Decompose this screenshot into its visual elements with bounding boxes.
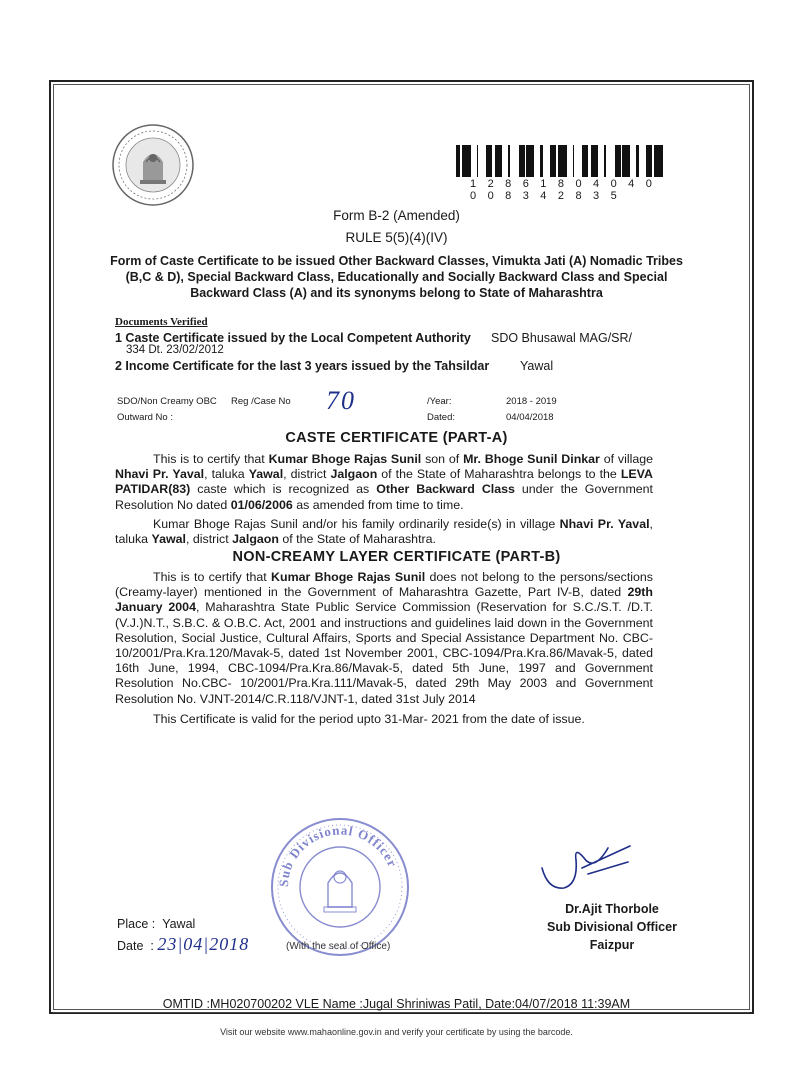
- barcode-bar: [615, 145, 616, 177]
- barcode-bar: [592, 145, 594, 177]
- stamp-text: Sub Divisional Officer: [275, 822, 401, 888]
- barcode-bar: [459, 145, 460, 177]
- barcode-bar: [562, 145, 564, 177]
- document-item-2-label: 2 Income Certificate for the last 3 years issued by the Tahsildar: [115, 359, 490, 373]
- barcode-bar: [594, 145, 597, 177]
- barcode-bar: [540, 145, 543, 177]
- barcode-bar: [522, 145, 525, 177]
- barcode-bar: [468, 145, 471, 177]
- barcode-bar: [477, 145, 478, 177]
- document-item-1-value: SDO Bhusawal MAG/SR/: [491, 331, 633, 345]
- part-b-heading: NON-CREAMY LAYER CERTIFICATE (PART-B): [232, 549, 561, 565]
- barcode-bar: [496, 145, 498, 177]
- part-a-paragraph-1: This is to certify that Kumar Bhoge Rajas Sunil son of Mr. Bhoge Sunil Dinkar of village Nhavi Pr. Yaval, taluka Yawal, district Jalgaon of the State of Maharashtra belongs to the LEVA PATIDAR(83) caste which is recognized as Other Backward Class under the Government Resolution No dated 01/06/2006 as amended from time to time.: [115, 452, 654, 512]
- barcode-bar: [490, 145, 492, 177]
- part-a-heading: CASTE CERTIFICATE (PART-A): [285, 430, 508, 446]
- barcode-bar: [489, 145, 490, 177]
- barcode-bar: [648, 145, 651, 177]
- document-item-2: [115, 359, 489, 373]
- signature: [538, 838, 634, 896]
- barcode: [456, 145, 664, 177]
- barcode-bar: [528, 145, 531, 177]
- form-title: Form B-2 (Amended): [333, 208, 460, 223]
- barcode-bar: [622, 145, 624, 177]
- document-item-1-label: 1 Caste Certificate issued by the Local Competent Authority: [115, 331, 471, 345]
- barcode-bar: [657, 145, 658, 177]
- barcode-bar: [555, 145, 556, 177]
- barcode-bar: [465, 145, 466, 177]
- year-value: 2018 - 2019: [506, 396, 557, 407]
- barcode-bar: [658, 145, 660, 177]
- reg-case-label: Reg /Case No: [231, 396, 291, 407]
- office-stamp-icon: [268, 815, 413, 960]
- barcode-bar: [654, 145, 657, 177]
- barcode-bar: [636, 145, 639, 177]
- place-row: Place : Yawal: [117, 917, 196, 931]
- barcode-bar: [501, 145, 502, 177]
- dated-label: Dated:: [427, 412, 455, 423]
- form-description: Form of Caste Certificate to be issued Other Backward Classes, Vimukta Jati (A) Nomadic Tribes (B,C & D), Special Backward Class, Educationally and Socially Backward Class and Special Backward Class (A) and its synonyms belong to State of Maharashtra: [110, 254, 683, 300]
- date-row: Date : 23|04|2018: [117, 934, 250, 954]
- signatory-place: Faizpur: [589, 938, 635, 952]
- maharashtra-emblem-icon: [110, 122, 196, 208]
- seal-note: (With the seal of Office): [286, 941, 391, 952]
- barcode-bar: [604, 145, 606, 177]
- barcode-bar: [624, 145, 627, 177]
- barcode-bar: [520, 145, 522, 177]
- barcode-bar: [618, 145, 621, 177]
- barcode-bar: [651, 145, 652, 177]
- signatory-title: Sub Divisional Officer: [547, 920, 677, 934]
- barcode-bar: [519, 145, 520, 177]
- barcode-bar: [616, 145, 618, 177]
- barcode-bar: [462, 145, 465, 177]
- part-a-paragraph-2: Kumar Bhoge Rajas Sunil and/or his family ordinarily reside(s) in village Nhavi Pr. Yaval, taluka Yawal, district Jalgaon of the State of Maharashtra.: [115, 517, 653, 547]
- barcode-bar: [582, 145, 585, 177]
- barcode-bar: [564, 145, 567, 177]
- signatory-name: Dr.Ajit Thorbole: [565, 902, 659, 916]
- place-value: Yawal: [162, 917, 196, 931]
- reg-case-number: 70: [326, 386, 356, 415]
- barcode-bar: [466, 145, 468, 177]
- document-item-2-value: Yawal: [520, 359, 554, 373]
- form-rule: RULE 5(5)(4)(IV): [345, 230, 448, 245]
- barcode-bar: [552, 145, 555, 177]
- documents-heading: Documents Verified: [115, 316, 208, 328]
- barcode-bar: [628, 145, 630, 177]
- validity-statement: This Certificate is valid for the period upto 31-Mar- 2021 from the date of issue.: [153, 712, 585, 726]
- part-b-paragraph-1: This is to certify that Kumar Bhoge Rajas Sunil does not belong to the persons/sections (Creamy-layer) mentioned in the Government of Maharashtra Gazette, Part IV-B, dated 29th January 2004, Maharashtra State Public Service Commission (Reservation for S.C./S.T. /D.T.(V.J.)N.T., S.B.C. & O.B.C. Act, 2001 and instructions and guidelines laid down in the Government Resolution, Social Justice, Cultural Affairs, Sports and Special Assistance Department No. CBC-10/2001/Pra.Kra.120/Mavak-5, dated 1st November 2001, CBC-1094/Pra.Kra.86/Mavak-5, dated 16th June, 1994, CBC-1094/Pra.Kra.86/Mavak-5, dated 5th June, 1997 and Government Resolution No.CBC- 10/2001/Pra.Kra.111/Mavak-5, dated 29th May 2003 and Government Resolution No. VJNT-2014/C.R.118/VJNT-1, dated 31st July 2014: [115, 570, 654, 706]
- barcode-bar: [646, 145, 648, 177]
- barcode-number: 1 2 8 6 1 8 0 4 0 4 0 0 0 8 3 4 2 8 3 5: [470, 178, 657, 202]
- barcode-bar: [486, 145, 489, 177]
- year-label: /Year:: [427, 396, 452, 407]
- omtid-line: OMTID :MH020700202 VLE Name :Jugal Shriniwas Patil, Date:04/07/2018 11:39AM: [162, 997, 631, 1011]
- sdo-label: SDO/Non Creamy OBC: [117, 396, 217, 407]
- svg-text:Sub Divisional Officer: [276, 822, 401, 887]
- date-value: 23|04|2018: [157, 934, 250, 954]
- dated-value: 04/04/2018: [506, 412, 554, 423]
- place-label: Place: [117, 917, 149, 931]
- barcode-bar: [597, 145, 598, 177]
- document-item-1: [115, 331, 471, 345]
- barcode-bar: [573, 145, 574, 177]
- omtid-divider: [53, 1012, 750, 1013]
- document-item-1-continued: 334 Dt. 23/02/2012: [126, 344, 224, 356]
- outward-label: Outward No :: [117, 412, 173, 423]
- barcode-bar: [526, 145, 528, 177]
- place-date-block: [117, 914, 249, 956]
- barcode-bar: [531, 145, 532, 177]
- barcode-bar: [498, 145, 501, 177]
- barcode-bar: [558, 145, 561, 177]
- barcode-bar: [456, 145, 459, 177]
- barcode-bar: [627, 145, 628, 177]
- barcode-bar: [532, 145, 534, 177]
- barcode-bar: [586, 145, 588, 177]
- signatory-block: [512, 900, 712, 954]
- barcode-bar: [561, 145, 562, 177]
- barcode-bar: [550, 145, 552, 177]
- barcode-bar: [585, 145, 586, 177]
- barcode-bar: [591, 145, 592, 177]
- barcode-bar: [495, 145, 496, 177]
- date-label: Date: [117, 939, 144, 953]
- barcode-bar: [660, 145, 663, 177]
- barcode-bar: [508, 145, 510, 177]
- verification-footer: Visit our website www.mahaonline.gov.in and verify your certificate by using the barcode.: [220, 1027, 573, 1037]
